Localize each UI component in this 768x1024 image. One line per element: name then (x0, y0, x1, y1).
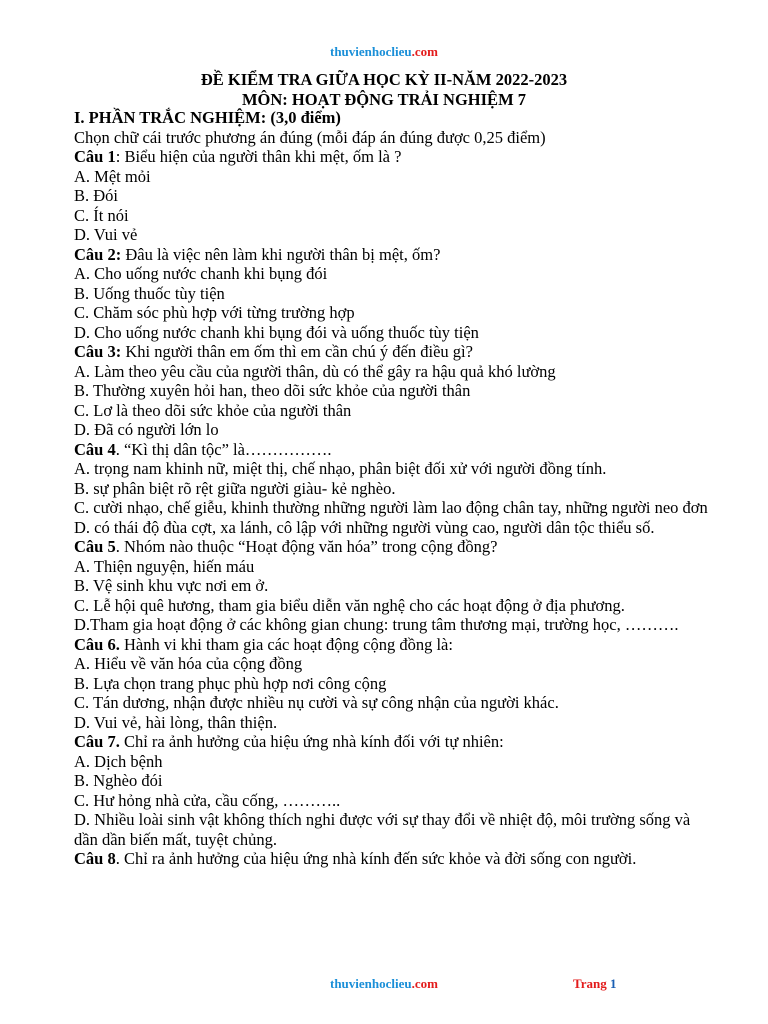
answer-option-c: C. Tán dương, nhận được nhiều nụ cười và sự công nhận của người khác. (74, 693, 559, 712)
question-stem (74, 635, 714, 655)
question-4 (74, 440, 714, 538)
question-separator: . (115, 849, 124, 868)
section-heading: I. PHẦN TRẮC NGHIỆM: (3,0 điểm) (74, 108, 341, 127)
answer-option-c: C. Lơ là theo dõi sức khỏe của người thân (74, 400, 352, 420)
question-number: Câu 6. (74, 634, 120, 654)
question-text: Nhóm nào thuộc “Hoạt động văn hóa” trong cộng đồng? (123, 537, 498, 556)
answer-option-a: A. trọng nam khinh nữ, miệt thị, chế nhạo, phân biệt đối xử với người đồng tính. (74, 459, 607, 478)
answer-option-a: A. Cho uống nước chanh khi bụng đói (74, 264, 328, 283)
page-footer (0, 976, 768, 992)
page-indicator (573, 976, 616, 992)
question-stem (74, 849, 714, 869)
question-stem (74, 342, 714, 362)
question-number: Câu 7. (74, 732, 120, 751)
answer-option-b: B. Thường xuyên hỏi han, theo dõi sức khỏe của người thân (74, 381, 471, 400)
answer-option-b: B. Vệ sinh khu vực nơi em ở. (74, 576, 269, 595)
answer-option-d: D.Tham gia hoạt động ở các không gian chung: trung tâm thương mại, trường học, ………. (74, 615, 679, 634)
answer-option-b: B. Đói (74, 186, 119, 205)
question-number: Câu 3: (74, 342, 122, 361)
question-separator: . (115, 439, 124, 459)
question-1 (74, 147, 714, 245)
exam-titles (0, 70, 768, 109)
question-number: Câu 4 (74, 439, 116, 459)
answer-option-d: D. có thái độ đùa cợt, xa lánh, cô lập với những người vùng cao, người dân tộc thiểu số. (74, 517, 655, 537)
answer-option-c: C. Lễ hội quê hương, tham gia biểu diễn văn nghệ cho các hoạt động ở địa phương. (74, 595, 625, 615)
question-stem (74, 440, 714, 460)
question-number: Câu 1 (74, 147, 116, 166)
question-text: “Kì thị dân tộc” là……………. (123, 439, 332, 459)
exam-title: ĐỀ KIỂM TRA GIỮA HỌC KỲ II-NĂM 2022-2023 (200, 70, 568, 89)
answer-option-c: C. Ít nói (74, 205, 129, 225)
question-text: Chỉ ra ảnh hưởng của hiệu ứng nhà kính đối với tự nhiên: (123, 732, 504, 751)
section-instruction: Chọn chữ cái trước phương án đúng (mỗi đáp án đúng được 0,25 điểm) (74, 127, 546, 147)
question-text: Khi người thân em ốm thì em cần chú ý đến điều gì? (125, 342, 473, 361)
question-stem (74, 537, 714, 557)
answer-option-b: B. Uống thuốc tùy tiện (74, 283, 225, 303)
question-2 (74, 245, 714, 343)
answer-option-a: A. Dịch bệnh (74, 751, 163, 771)
question-7 (74, 732, 714, 849)
answer-option-a: A. Thiện nguyện, hiến máu (74, 556, 255, 576)
exam-subject: MÔN: HOẠT ĐỘNG TRẢI NGHIỆM 7 (241, 89, 527, 109)
answer-option-d: D. Đã có người lớn lo (74, 420, 219, 439)
question-separator: . (115, 537, 124, 556)
answer-option-b: B. Lựa chọn trang phục phù hợp nơi công cộng (74, 673, 387, 693)
question-text: Đâu là việc nên làm khi người thân bị mệt, ốm? (125, 244, 441, 264)
question-3 (74, 342, 714, 440)
page-number: 1 (609, 976, 617, 991)
site-header (0, 44, 768, 60)
answer-option-a: A. Làm theo yêu cầu của người thân, dù có thể gây ra hậu quả khó lường (74, 361, 556, 381)
question-stem (74, 732, 714, 752)
answer-option-d: D. Cho uống nước chanh khi bụng đói và uống thuốc tùy tiện (74, 322, 479, 342)
question-text: Chỉ ra ảnh hưởng của hiệu ứng nhà kính đến sức khỏe và đời sống con người. (123, 849, 637, 868)
question-number: Câu 5 (74, 537, 116, 556)
question-text: Biểu hiện của người thân khi mệt, ốm là ? (124, 147, 402, 166)
footer-site-name: thuvienhoclieu (330, 976, 412, 991)
answer-option-a: A. Mệt mỏi (74, 166, 151, 186)
exam-content (74, 108, 714, 869)
footer-site (0, 976, 768, 992)
question-5 (74, 537, 714, 635)
answer-option-c: C. Chăm sóc phù hợp với từng trường hợp (74, 303, 355, 322)
footer-site-tld: .com (411, 976, 438, 991)
question-number: Câu 2: (74, 244, 122, 264)
answer-option-b: B. sự phân biệt rõ rệt giữa người giàu- kẻ nghèo. (74, 478, 396, 498)
question-stem (74, 245, 714, 265)
site-header-name: thuvienhoclieu (330, 44, 412, 59)
question-text: Hành vi khi tham gia các hoạt động cộng đồng là: (123, 634, 453, 654)
answer-option-b: B. Nghèo đói (74, 771, 163, 790)
question-6 (74, 635, 714, 733)
answer-option-a: A. Hiểu về văn hóa của cộng đồng (74, 654, 303, 673)
question-stem (74, 147, 714, 167)
question-number: Câu 8 (74, 849, 116, 868)
question-8 (74, 849, 714, 869)
page-word: Trang (573, 976, 607, 991)
answer-option-d: D. Vui vẻ (74, 225, 138, 244)
answer-option-c: C. cười nhạo, chế giễu, khinh thường những người làm lao động chân tay, những người neo đơn (74, 498, 708, 517)
answer-option-d: D. Vui vẻ, hài lòng, thân thiện. (74, 712, 278, 732)
site-header-tld: .com (411, 44, 438, 59)
answer-option-c: C. Hư hỏng nhà cửa, cầu cống, ……….. (74, 790, 341, 810)
answer-option-d: D. Nhiều loài sinh vật không thích nghi được với sự thay đổi về nhiệt độ, môi trường sống và dần dần biến mất, tuyệt chủng. (74, 810, 691, 849)
question-separator: : (115, 147, 125, 166)
